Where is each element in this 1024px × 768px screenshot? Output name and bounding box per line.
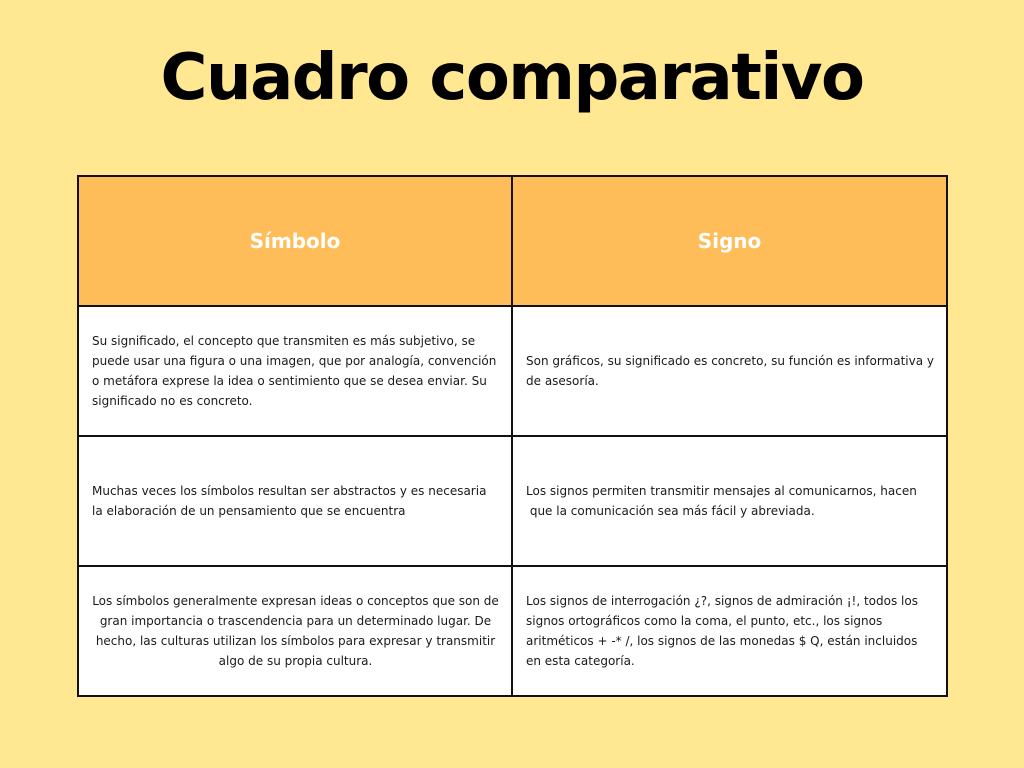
table-cell	[78, 436, 512, 566]
cell-text-simbolo-1: Su significado, el concepto que transmiten es más subjetivo, se puede usar una figura o una imagen, que por analogía, convención o metáfora exprese la idea o sentimiento que se desea enviar. Su significado no es concreto.	[92, 334, 497, 408]
column-header-signo: Signo	[512, 176, 947, 306]
table-cell	[78, 566, 512, 696]
page-title: Cuadro comparativo	[160, 41, 864, 115]
cell-text-simbolo-2: Muchas veces los símbolos resultan ser abstractos y es necesaria la elaboración de un pensamiento que se encuentra	[92, 484, 487, 518]
table-cell	[512, 436, 947, 566]
cell-text-signo-1: Son gráficos, su significado es concreto, su función es informativa y de asesoría.	[526, 354, 935, 388]
column-header-simbolo: Símbolo	[78, 176, 512, 306]
table-cell	[512, 566, 947, 696]
cell-text-simbolo-3: Los símbolos generalmente expresan ideas o conceptos que son de gran importancia o trascendencia para un determinado lugar. De hecho, las culturas utilizan los símbolos para expresar y transmitir algo de su propia cultura.	[92, 594, 499, 668]
table-row	[78, 566, 947, 696]
cell-text-signo-3: Los signos de interrogación ¿?, signos de admiración ¡!, todos los signos ortográficos como la coma, el punto, etc., los signos aritméticos + -* /, los signos de las monedas $ Q, están incluidos en esta categoría.	[526, 594, 918, 668]
cell-text-signo-2: Los signos permiten transmitir mensajes al comunicarnos, hacen que la comunicación sea más fácil y abreviada.	[526, 484, 917, 518]
table-row	[78, 436, 947, 566]
table-row	[78, 306, 947, 436]
table-cell	[512, 306, 947, 436]
table-cell	[78, 306, 512, 436]
table-header-row	[78, 176, 947, 306]
comparison-table	[77, 175, 948, 697]
